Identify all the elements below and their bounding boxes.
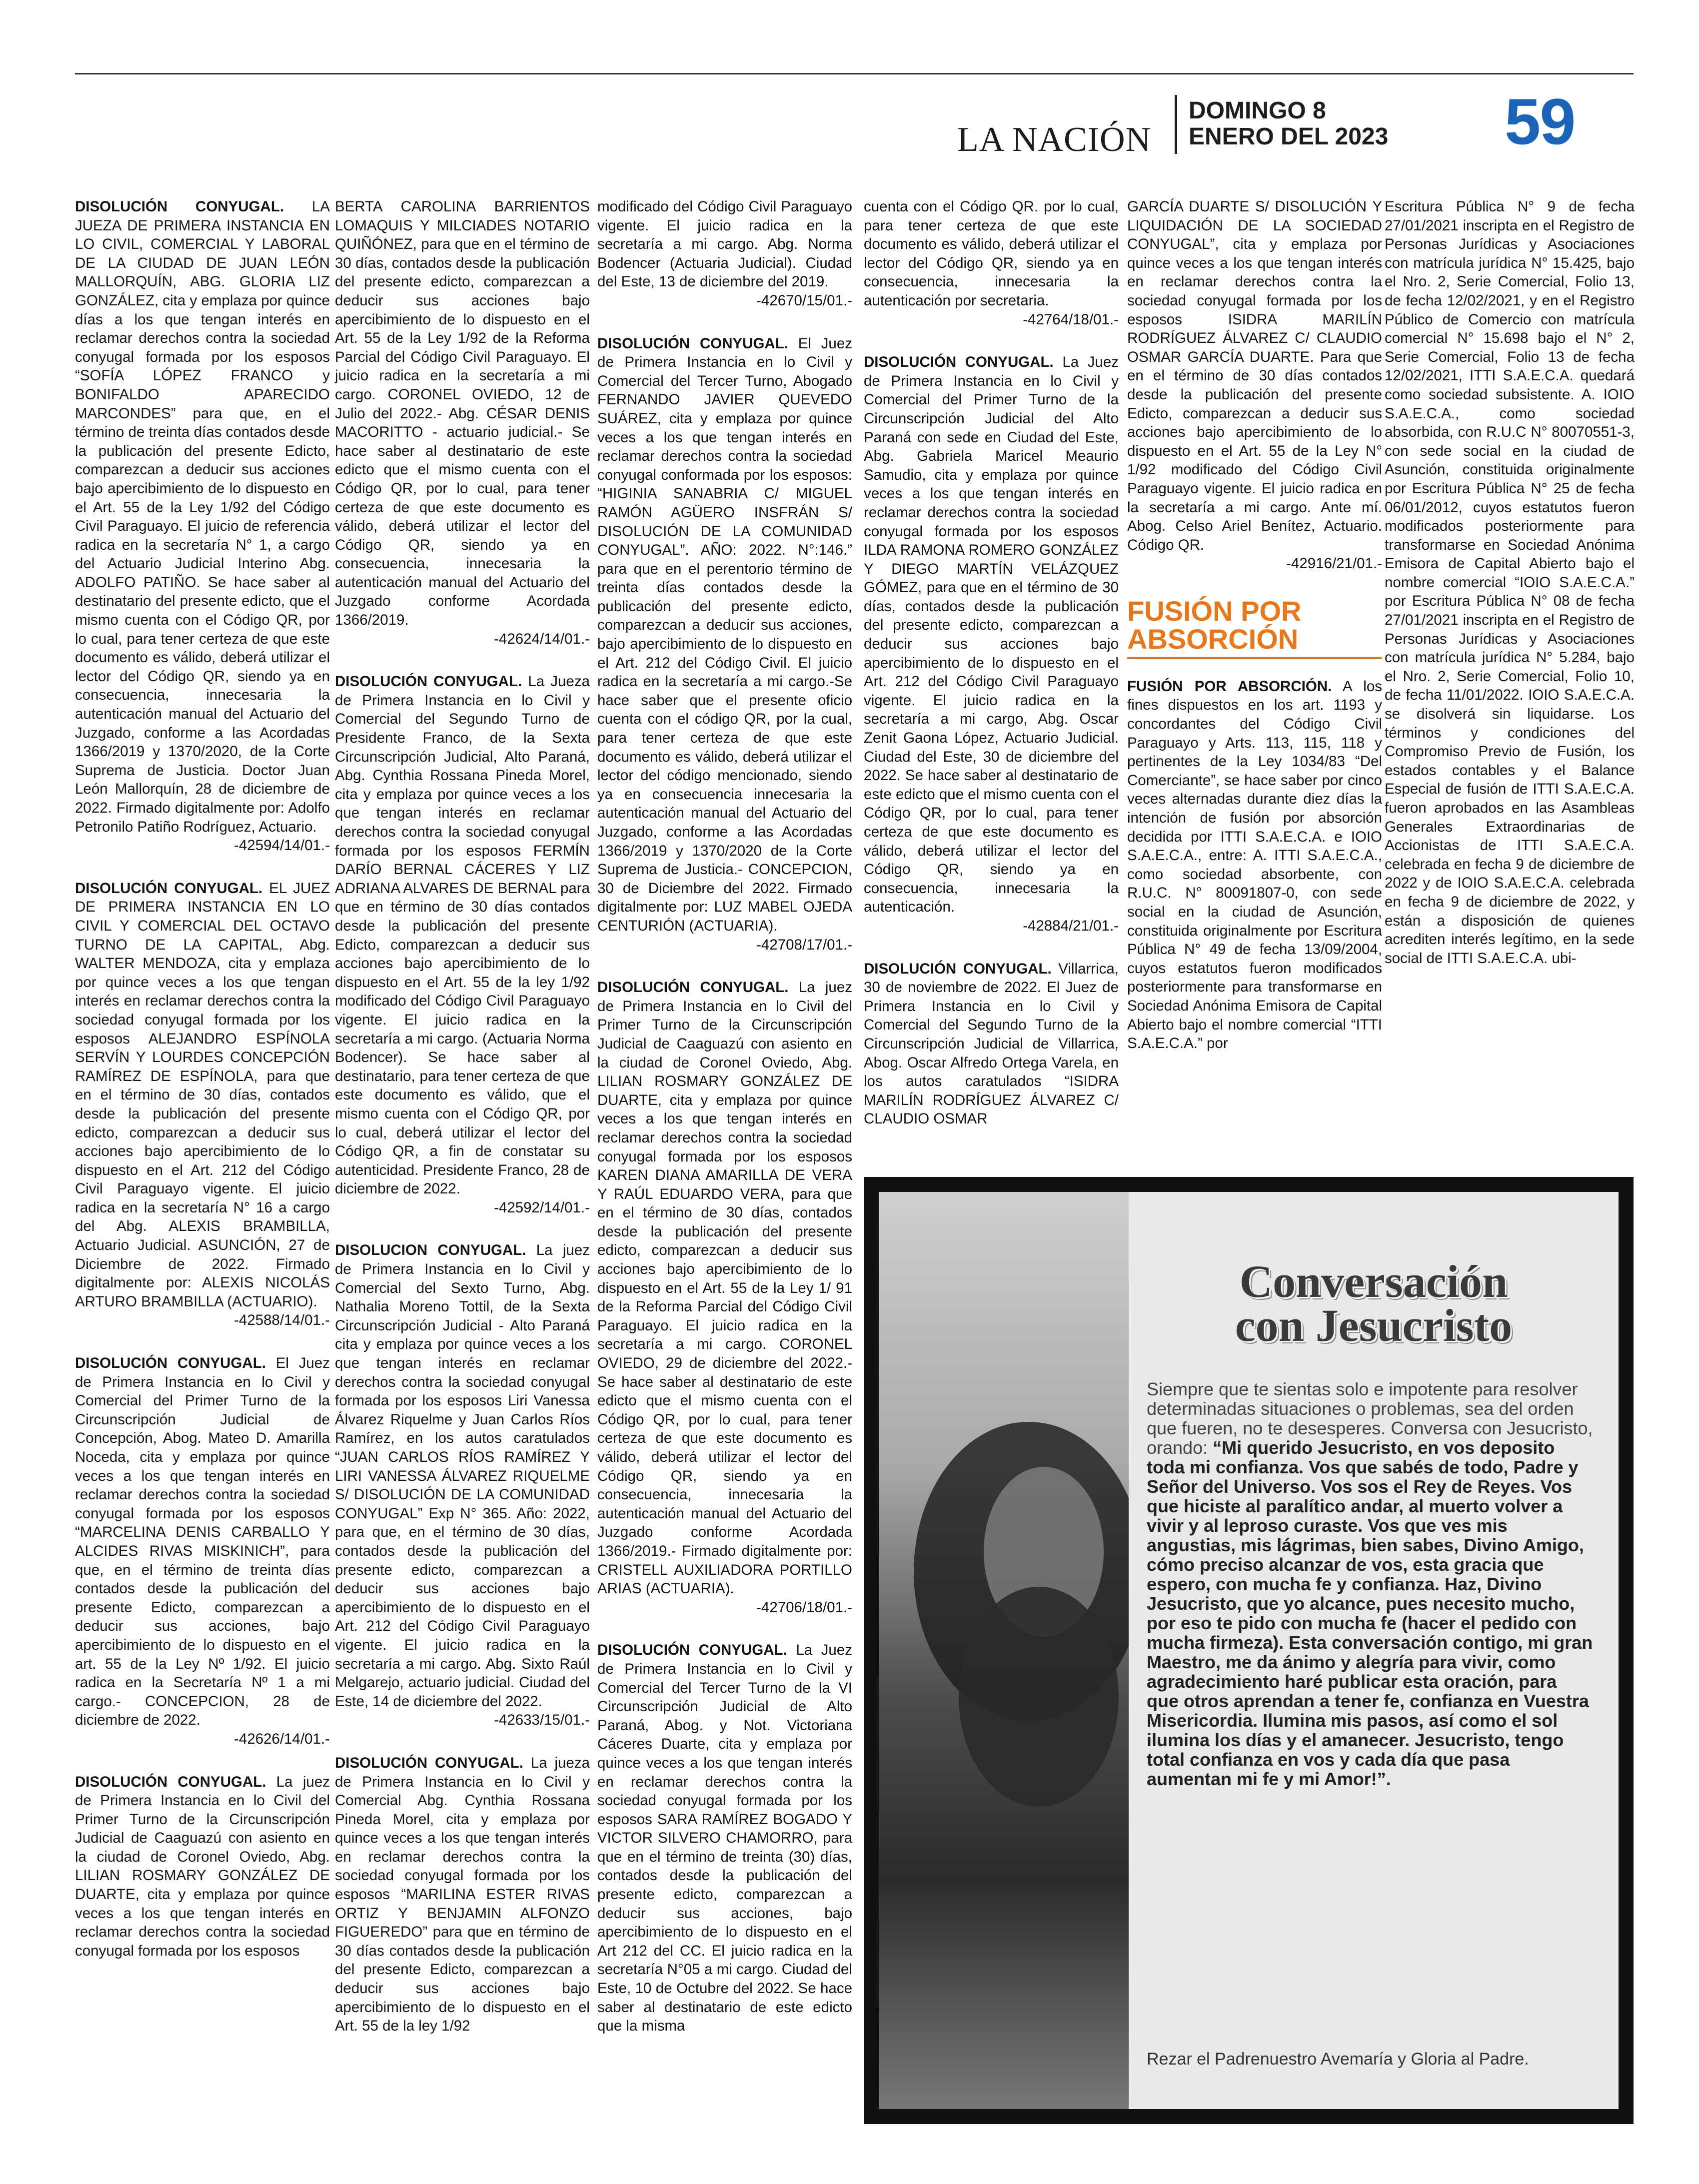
notice-text: La Juez de Primera Instancia en lo Civil y Comercial del Primer Turno de la Circunscripción Judicial del Alto Paraná con sede en Ciudad del Este, Abg. Gabriela Maricel Meaurio Samudio, cita y emplaza por quince veces a los que tengan interés en reclamar derechos contra la sociedad conyugal formada por los esposos ILDA RAMONA ROMERO GONZÁLEZ Y DIEGO MARTÍN VELÁZQUEZ GÓMEZ, para que en el término de 30 días, contados desde la publicación del presente edicto, comparezcan a deducir sus acciones bajo apercibimiento de lo dispuesto en el Art. 212 del Código Civil Paraguayo vigente. El juicio radica en la secretaría a mi cargo, Abg. Oscar Zenit Gaona López, Actuario Judicial. Ciudad del Este, 30 de diciembre del 2022. Se hace saber al destinatario de este edicto que el mismo cuenta con el Código QR, por lo cual, para tener certeza de que este documento es válido, deberá utilizar el lector del Código QR, siendo ya en consecuencia, innecesaria la autenticación. bbox=[864, 354, 1119, 916]
legal-notice bbox=[75, 197, 330, 855]
date-line-1: DOMINGO 8 bbox=[1189, 97, 1326, 124]
legal-notice bbox=[75, 1773, 330, 1961]
legal-notice bbox=[597, 197, 852, 310]
notice-text: El Juez de Primera Instancia en lo Civil y Comercial del Primer Turno de la Circunscripción Judicial de Concepción, Abog. Mateo D. Amarilla Noceda, cita y emplaza por quince veces a los que tengan interés en reclamar derechos contra la sociedad conyugal formada por los esposos “MARCELINA DENIS CARBALLO Y ALCIDES RIVAS MISKINICH”, para que, en el término de treinta días contados desde la publicación del presente Edicto, comparezcan a deducir sus acciones, bajo apercibimiento de lo dispuesto en el art. 55 de la Ley Nº 1/92. El juicio radica en la Secretaría Nº 1 a mi cargo.- CONCEPCION, 28 de diciembre de 2022. bbox=[75, 1355, 330, 1729]
column-3 bbox=[597, 197, 852, 2060]
notice-text: La Jueza de Primera Instancia en lo Civil y Comercial del Segundo Turno de Presidente Franco, de la Sexta Circunscripción Judicial, Alto Paraná, Abg. Cynthia Rossana Pineda Morel, cita y emplaza por quince veces a los que tengan interés en reclamar derechos contra la sociedad conyugal formada por los esposos FERMÍN DARÍO BERNAL CÁCERES Y LIZ ADRIANA ALVARES DE BERNAL para que en término de 30 días contados desde la publicación del presente Edicto, comparezcan a deducir sus acciones bajo apercibimiento de lo dispuesto en el Art. 55 de la ley 1/92 modificado del Código Civil Paraguayo vigente. El juicio radica en la secretaría a mi cargo. (Actuaria Norma Bodencer). Se hace saber al destinatario, para tener certeza de que este documento es válido, que el mismo cuenta con el Código QR, por lo cual, deberá utilizar el lector del Código QR, a fin de constatar su autenticidad. Presidente Franco, 28 de diciembre de 2022. bbox=[335, 673, 590, 1197]
jesus-portrait-image bbox=[879, 1192, 1149, 2109]
notice-text: LA JUEZA DE PRIMERA INSTANCIA EN LO CIVIL, COMERCIAL Y LABORAL DE LA CIUDAD DE JUAN LEÓN MALLORQUÍN, ABG. GLORIA LIZ GONZÁLEZ, cita y emplaza por quince días a los que tengan interés en reclamar derechos contra la sociedad conyugal formada por los esposos “SOFÍA LÓPEZ FRANCO y BONIFALDO APARECIDO MARCONDES” para que, en el término de treinta días contados desde la publicación del presente Edicto, comparezcan a deducir sus acciones bajo apercibimiento de lo dispuesto en el Art. 55 de la Ley 1/92 del Código Civil Paraguayo. El juicio de referencia radica en la secretaría N° 1, a cargo del Actuario Judicial Interino Abg. ADOLFO PATIÑO. Se hace saber al destinatario del presente edicto, que el mismo cuenta con el Código QR, por lo cual, para tener certeza de que este documento es válido, deberá utilizar el lector del Código QR, siendo ya en consecuencia, innecesaria la autenticación manual del Actuario del Juzgado, conforme a las Acordadas 1366/2019 y 1370/2020, de la Corte Suprema de Justicia. Doctor Juan León Mallorquín, 28 de diciembre de 2022. Firmado digitalmente por: Adolfo Petronilo Patiño Rodríguez, Actuario. bbox=[75, 198, 330, 835]
prayer-advertisement bbox=[864, 1177, 1634, 2124]
notice-text: La jueza de Primera Instancia en lo Civil y Comercial Abg. Cynthia Rossana Pineda Morel, cita y emplaza por quince veces a los que tengan interés en reclamar derechos contra la sociedad conyugal formada por los esposos “MARILINA ESTER RIVAS ORTIZ Y BENJAMIN ALFONZO FIGUEREDO” para que en término de 30 días contados desde la publicación del presente Edicto, comparezcan a deducir sus acciones bajo apercibimiento de lo dispuesto en el Art. 55 de la ley 1/92 bbox=[335, 1754, 590, 2035]
column-2 bbox=[335, 197, 590, 2060]
notice-text: La juez de Primera Instancia en lo Civil y Comercial del Sexto Turno, Abg. Nathalia Moreno Tottil, de la Sexta Circunscripción Judicial - Alto Paraná cita y emplaza por quince veces a los que tengan interés en reclamar derechos contra la sociedad conyugal formada por los esposos Liri Vanessa Álvarez Riquelme y Juan Carlos Ríos Ramírez, en los autos caratulados “JUAN CARLOS RÍOS RAMÍREZ Y LIRI VANESSA ÁLVAREZ RIQUELME S/ DISOLUCIÓN DE LA COMUNIDAD CONYUGAL” Exp N° 365. Año: 2022, para que, en el término de 30 días, contados desde la publicación del presente edicto, comparezcan a deducir sus acciones bajo apercibimiento de lo dispuesto en el Art. 212 del Código Civil Paraguayo vigente. El juicio radica en la secretaría a mi cargo. Abg. Sixto Raúl Melgarejo, actuario judicial. Ciudad del Este, 14 de diciembre del 2022. bbox=[335, 1242, 590, 1710]
ad-footer: Rezar el Padrenuestro Avemaría y Gloria al Padre. bbox=[1147, 2050, 1529, 2069]
notice-reference: -42670/15/01.- bbox=[756, 292, 852, 309]
notice-reference: -42633/15/01.- bbox=[494, 1712, 590, 1729]
section-title-line-1: FUSIÓN POR bbox=[1127, 595, 1302, 627]
ad-title bbox=[1129, 1256, 1619, 1351]
merger-notice bbox=[1127, 677, 1382, 1053]
notice-reference: -42626/14/01.- bbox=[234, 1730, 330, 1747]
merger-notice-continued-text: Escritura Pública N° 9 de fecha 27/01/2021 inscripta en el Registro de Personas Jurídicas y Asociaciones con matrícula jurídica N° 15.425, bajo el Nro. 2, Serie Comercial, Folio 13, de fecha 12/02/2021, y en el Registro Público de Comercio con matrícula comercial N° 15.698 bajo el N° 2, Serie Comercial, Folio 13 de fecha 12/02/2021, ITTI S.A.E.C.A. quedará como sociedad subsistente. A. IOIO S.A.E.C.A., como sociedad absorbida, con R.U.C N° 80070551-3, con sede social en la ciudad de Asunción, constituida originalmente por Escritura Pública N° 25 de fecha 06/01/2012, cuyos estatutos fueron modificados posteriormente para transformarse en Sociedad Anónima Emisora de Capital Abierto bajo el nombre comercial “IOIO S.A.E.C.A.” por Escritura Pública N° 08 de fecha 27/01/2021 inscripta en el Registro de Personas Jurídicas y Asociaciones con matrícula jurídica N° 5.284, bajo el Nro. 2, Serie Comercial, Folio 10, de fecha 11/01/2022. IOIO S.A.E.C.A. se disolverá sin liquidarse. Los términos y condiciones del Compromiso Previo de Fusión, los estados contables y el Balance Especial de fusión de ITTI S.A.E.C.A. fueron aprobados en las Asambleas Generales Extraordinarias de Accionistas de ITTI S.A.E.C.A. celebrada en fecha 9 de diciembre de 2022 y de IOIO S.A.E.C.A. celebrada en fecha 9 de diciembre de 2022, y están a disposición de quienes acrediten interés legítimo, en la sede social de ITTI S.A.E.C.A. ubi- bbox=[1385, 198, 1635, 967]
merger-notice-continued bbox=[1385, 197, 1635, 968]
notice-reference: -42594/14/01.- bbox=[234, 837, 330, 854]
notice-heading: DISOLUCIÓN CONYUGAL. bbox=[597, 335, 788, 352]
top-rule bbox=[75, 73, 1634, 74]
notice-text: EL JUEZ DE PRIMERA INSTANCIA EN LO CIVIL Y COMERCIAL DEL OCTAVO TURNO DE LA CAPITAL, Abg. WALTER MENDOZA, cita y emplaza por quince veces a los que tengan interés en reclamar derechos contra la sociedad conyugal formada por los esposos ALEJANDRO ESPÍNOLA SERVÍN Y LOURDES CONCEPCIÓN RAMÍREZ DE ESPÍNOLA, para que en el término de 30 días, contados desde la publicación del presente edicto, comparezcan a deducir sus acciones bajo apercibimiento de lo dispuesto en el Art. 212 del Código Civil Paraguayo vigente. El juicio radica en la secretaría N° 16 a cargo del Abg. ALEXIS BRAMBILLA, Actuario Judicial. ASUNCIÓN, 27 de Diciembre de 2022. Firmado digitalmente por: ALEXIS NICOLÁS ARTURO BRAMBILLA (ACTUARIO). bbox=[75, 880, 330, 1310]
notice-heading: DISOLUCIÓN CONYUGAL. bbox=[75, 1773, 266, 1790]
issue-date bbox=[1189, 98, 1388, 150]
masthead: LA NACIÓN bbox=[957, 120, 1152, 159]
notice-heading: DISOLUCIÓN CONYUGAL. bbox=[597, 1642, 787, 1659]
notice-text: La Juez de Primera Instancia en lo Civil y Comercial del Tercer Turno de la VI Circunscripción Judicial de Alto Paraná, Abog. y Not. Victoriana Cáceres Duarte, cita y emplaza por quince veces a los que tengan interés en reclamar derechos contra la sociedad conyugal formada por los esposos SARA RAMÍREZ BOGADO Y VICTOR SILVERO CHAMORRO, para que en el término de treinta (30) días, contados desde la publicación del presente edicto, comparezcan a deducir sus acciones, bajo apercibimiento de lo dispuesto en el Art 212 del CC. El juicio radica en la secretaría N°05 a mi cargo. Ciudad del Este, 10 de Octubre del 2022. Se hace saber al destinatario de este edicto que la misma bbox=[597, 1642, 852, 2035]
column-5 bbox=[1127, 197, 1382, 1077]
date-line-2: ENERO DEL 2023 bbox=[1189, 123, 1389, 150]
notice-text: La juez de Primera Instancia en lo Civil del Primer Turno de la Circunscripción Judicial de Caaguazú con asiento en la ciudad de Coronel Oviedo, Abg. LILIAN ROSMARY GONZÁLEZ DE DUARTE, cita y emplaza por quince veces a los que tengan interés en reclamar derechos contra la sociedad conyugal formada por los esposos bbox=[75, 1773, 330, 1959]
notice-heading: DISOLUCIÓN CONYUGAL. bbox=[75, 880, 263, 897]
notice-heading: DISOLUCIÓN CONYUGAL. bbox=[335, 673, 522, 690]
notice-text: GARCÍA DUARTE S/ DISOLUCIÓN Y LIQUIDACIÓN DE LA SOCIEDAD CONYUGAL”, cita y emplaza por quince veces a los que tengan interés en reclamar derechos contra la sociedad conyugal formada por los esposos ISIDRA MARILÍN RODRÍGUEZ ÁLVAREZ C/ CLAUDIO OSMAR GARCÍA DUARTE. Para que en el término de 30 días contados desde la publicación del presente Edicto, comparezcan a deducir sus acciones bajo apercibimiento de lo dispuesto en el Art. 55 de la Ley N° 1/92 modificado del Código Civil Paraguayo vigente. El juicio radica en la secretaría a mi cargo. Ante mí. Abog. Celso Ariel Benítez, Actuario. Código QR. bbox=[1127, 198, 1382, 553]
legal-notice bbox=[597, 978, 852, 1617]
ad-inner-frame bbox=[879, 1192, 1619, 2109]
legal-notice bbox=[864, 960, 1119, 1128]
notice-reference: -42764/18/01.- bbox=[1023, 311, 1119, 328]
notice-text: El Juez de Primera Instancia en lo Civil y Comercial del Tercer Turno, Abogado FERNANDO JAVIER QUEVEDO SUÁREZ, cita y emplaza por quince veces a los que tengan interés en reclamar derechos contra la sociedad conyugal conformada por los esposos: “HIGINIA SANABRIA C/ MIGUEL RAMÓN AGÜERO INSFRÁN S/ DISOLUCIÓN DE LA COMUNIDAD CONYUGAL”. AÑO: 2022. N°:146.” para que en el perentorio término de treinta días contados desde la publicación del presente edicto, comparezcan a deducir sus acciones, bajo apercibimiento de lo dispuesto en el Art. 212 del Código Civil. El juicio radica en la secretaría a mi cargo.-Se hace saber que el presente oficio cuenta con el código QR, por la cual, para tener certeza de que este documento es válido, deberá utilizar el lector del código mencionado, siendo ya en consecuencia innecesaria la autenticación manual del Actuario del Juzgado, conforme a las Acordadas 1366/2019 y 1370/2020 de la Corte Suprema de Justicia.- CONCEPCION, 30 de Diciembre del 2022. Firmado digitalmente por: LUZ MABEL OJEDA CENTURIÓN (ACTUARIA). bbox=[597, 335, 852, 934]
notice-reference: -42588/14/01.- bbox=[234, 1312, 330, 1329]
page-header bbox=[0, 80, 1699, 160]
notice-text: cuenta con el Código QR. por lo cual, para tener certeza de que este documento es válido, deberá utilizar el lector del Código QR, siendo ya en consecuencia, innecesaria la autenticación por secretaria. bbox=[864, 198, 1119, 309]
merger-notice-text: A los fines dispuestos en los art. 1193 y concordantes del Código Civil Paraguayo y Arts. 113, 115, 118 y pertinentes de la Ley 1034/83 “Del Comerciante”, se hace saber por cinco veces alternadas durante diez días la intención de fusión por absorción decidida por ITTI S.A.E.C.A. e IOIO S.A.E.C.A., entre: A. ITTI S.A.E.C.A., como sociedad absorbente, con R.U.C. N° 80091807-0, con sede social en la ciudad de Asunción, constituida originalmente por Escritura Pública N° 49 de fecha 13/09/2004, cuyos estatutos fueron modificados posteriormente para transformarse en Sociedad Anónima Emisora de Capital Abierto bajo el nombre comercial “ITTI S.A.E.C.A.” por bbox=[1127, 678, 1382, 1052]
legal-notice bbox=[335, 672, 590, 1217]
notice-reference: -42884/21/01.- bbox=[1023, 917, 1119, 934]
notice-text: modificado del Código Civil Paraguayo vigente. El juicio radica en la secretaría a mi cargo. Abg. Norma Bodencer (Actuaria Judicial). Ciudad del Este, 13 de diciembre del 2019. bbox=[597, 198, 852, 290]
legal-notice bbox=[335, 1754, 590, 2036]
legal-notice bbox=[75, 879, 330, 1330]
ad-prayer: “Mi querido Jesucristo, en vos deposito toda mi confianza. Vos que sabés de todo, Padre y Señor del Universo. Vos sos el Rey de Reyes. Vos que hiciste al paralítico andar, al muerto volver a vivir y al leproso curaste. Vos que ves mis angustias, mis lágrimas, bien sabes, Divino Amigo, cómo preciso alcanzar de vos, esta gracia que espero, con mucha fe y confianza. Haz, Divino Jesucristo, que yo alcance, pues necesito mucho, por eso te pido con mucha fe (hacer el pedido con mucha firmeza). Esta conversación contigo, mi gran Maestro, me da ánimo y alegría para vivir, como agradecimiento haré publicar esta oración, para que otros aprendan a tener fe, confianza en Vuestra Misericordia. Ilumina mis pasos, así como el sol ilumina los días y el amanecer. Jesucristo, tengo total confianza en vos y cada día que pasa aumentan mi fe y mi Amor!”. bbox=[1147, 1437, 1593, 1789]
notice-text: La juez de Primera Instancia en lo Civil del Primer Turno de la Circunscripción Judicial de Caaguazú con asiento en la ciudad de Coronel Oviedo, Abg. LILIAN ROSMARY GONZÁLEZ DE DUARTE, cita y emplaza por quince veces a los que tengan interés en reclamar derechos contra la sociedad conyugal formada por los esposos KAREN DIANA AMARILLA DE VERA Y RAÚL EDUARDO VERA, para que en el término de 30 días, contados desde la publicación del presente edicto, comparezcan a deducir sus acciones bajo apercibimiento de lo dispuesto en el Art. 55 de la Ley 1/ 91 de la Reforma Parcial del Código Civil Paraguayo. El juicio radica en la secretaría a mi cargo. CORONEL OVIEDO, 29 de diciembre del 2022.- Se hace saber al destinatario de este edicto que el mismo cuenta con el Código QR, por lo cual, para tener certeza de que este documento es válido, deberá utilizar el lector del Código QR, siendo ya en consecuencia, innecesaria la autenticación manual del Actuario del Juzgado conforme Acordada 1366/2019.- Firmado digitalmente por: CRISTELL AUXILIADORA PORTILLO ARIAS (ACTUARIA). bbox=[597, 979, 852, 1597]
notice-reference: -42706/18/01.- bbox=[756, 1599, 852, 1616]
legal-notice bbox=[864, 353, 1119, 935]
notice-reference: -42916/21/01.- bbox=[1286, 555, 1382, 572]
section-rule bbox=[1127, 657, 1382, 659]
ad-title-line-1: Conversación bbox=[1239, 1256, 1508, 1307]
column-1 bbox=[75, 197, 330, 1984]
legal-notice bbox=[335, 197, 590, 648]
portrait-illustration bbox=[879, 1192, 1149, 2109]
header-separator bbox=[1175, 95, 1177, 154]
ad-body bbox=[1147, 1379, 1594, 1789]
column-6 bbox=[1385, 197, 1635, 992]
notice-reference: -42592/14/01.- bbox=[494, 1199, 590, 1216]
legal-notice bbox=[75, 1354, 330, 1748]
notice-heading: DISOLUCIÓN CONYUGAL. bbox=[864, 354, 1054, 371]
notice-heading: DISOLUCIÓN CONYUGAL. bbox=[75, 1355, 266, 1372]
notice-heading: DISOLUCIÓN CONYUGAL. bbox=[335, 1754, 524, 1771]
notice-heading: DISOLUCIÓN CONYUGAL. bbox=[864, 960, 1052, 977]
section-title-line-2: ABSORCIÓN bbox=[1127, 623, 1299, 655]
ad-text-panel bbox=[1129, 1192, 1619, 2109]
notice-text: Villarrica, 30 de noviembre de 2022. El Juez de Primera Instancia en lo Civil y Comercial del Segundo Turno de la Circunscripción Judicial de Villarrica, Abog. Oscar Alfredo Ortega Varela, en los autos caratulados “ISIDRA MARILÍN RODRÍGUEZ ÁLVAREZ C/ CLAUDIO OSMAR bbox=[864, 960, 1119, 1127]
notice-heading: DISOLUCION CONYUGAL. bbox=[335, 1242, 526, 1259]
notice-reference: -42624/14/01.- bbox=[494, 630, 590, 647]
ad-title-line-2: con Jesucristo bbox=[1235, 1300, 1513, 1351]
legal-notice bbox=[597, 334, 852, 955]
page-number: 59 bbox=[1505, 85, 1575, 158]
column-4 bbox=[864, 197, 1119, 1152]
merger-notice-heading: FUSIÓN POR ABSORCIÓN. bbox=[1127, 678, 1332, 695]
notice-text: BERTA CAROLINA BARRIENTOS LOMAQUIS Y MILCIADES NOTARIO QUIÑÓNEZ, para que en el término de 30 días, contados desde la publicación del presente edicto, comparezcan a deducir sus acciones bajo apercibimiento de lo dispuesto en el Art. 55 de la Ley 1/92 de la Reforma Parcial del Código Civil Paraguayo. El juicio radica en la secretaría a mi cargo. CORONEL OVIEDO, 12 de Julio del 2022.- Abg. CÉSAR DENIS MACORITTO - actuario judicial.- Se hace saber al destinatario de este edicto que el mismo cuenta con el Código QR, por lo cual, para tener certeza de que este documento es válido, deberá utilizar el lector del Código QR, siendo ya en consecuencia, innecesaria la autenticación manual del Actuario del Juzgado conforme Acordada 1366/2019. bbox=[335, 198, 590, 629]
notice-heading: DISOLUCIÓN CONYUGAL. bbox=[597, 979, 789, 996]
notice-heading: DISOLUCIÓN CONYUGAL. bbox=[75, 198, 284, 215]
section-title bbox=[1127, 597, 1382, 653]
legal-notice bbox=[864, 197, 1119, 329]
legal-notice bbox=[1127, 197, 1382, 573]
notice-reference: -42708/17/01.- bbox=[756, 936, 852, 953]
legal-notice bbox=[335, 1241, 590, 1729]
legal-notice bbox=[597, 1641, 852, 2035]
ad-intro: Siempre que te sientas solo e impotente para resolver determinadas situaciones o problemas, sea del orden que fueren, no te desesperes. Conversa con Jesucristo, orando: bbox=[1147, 1379, 1593, 1458]
